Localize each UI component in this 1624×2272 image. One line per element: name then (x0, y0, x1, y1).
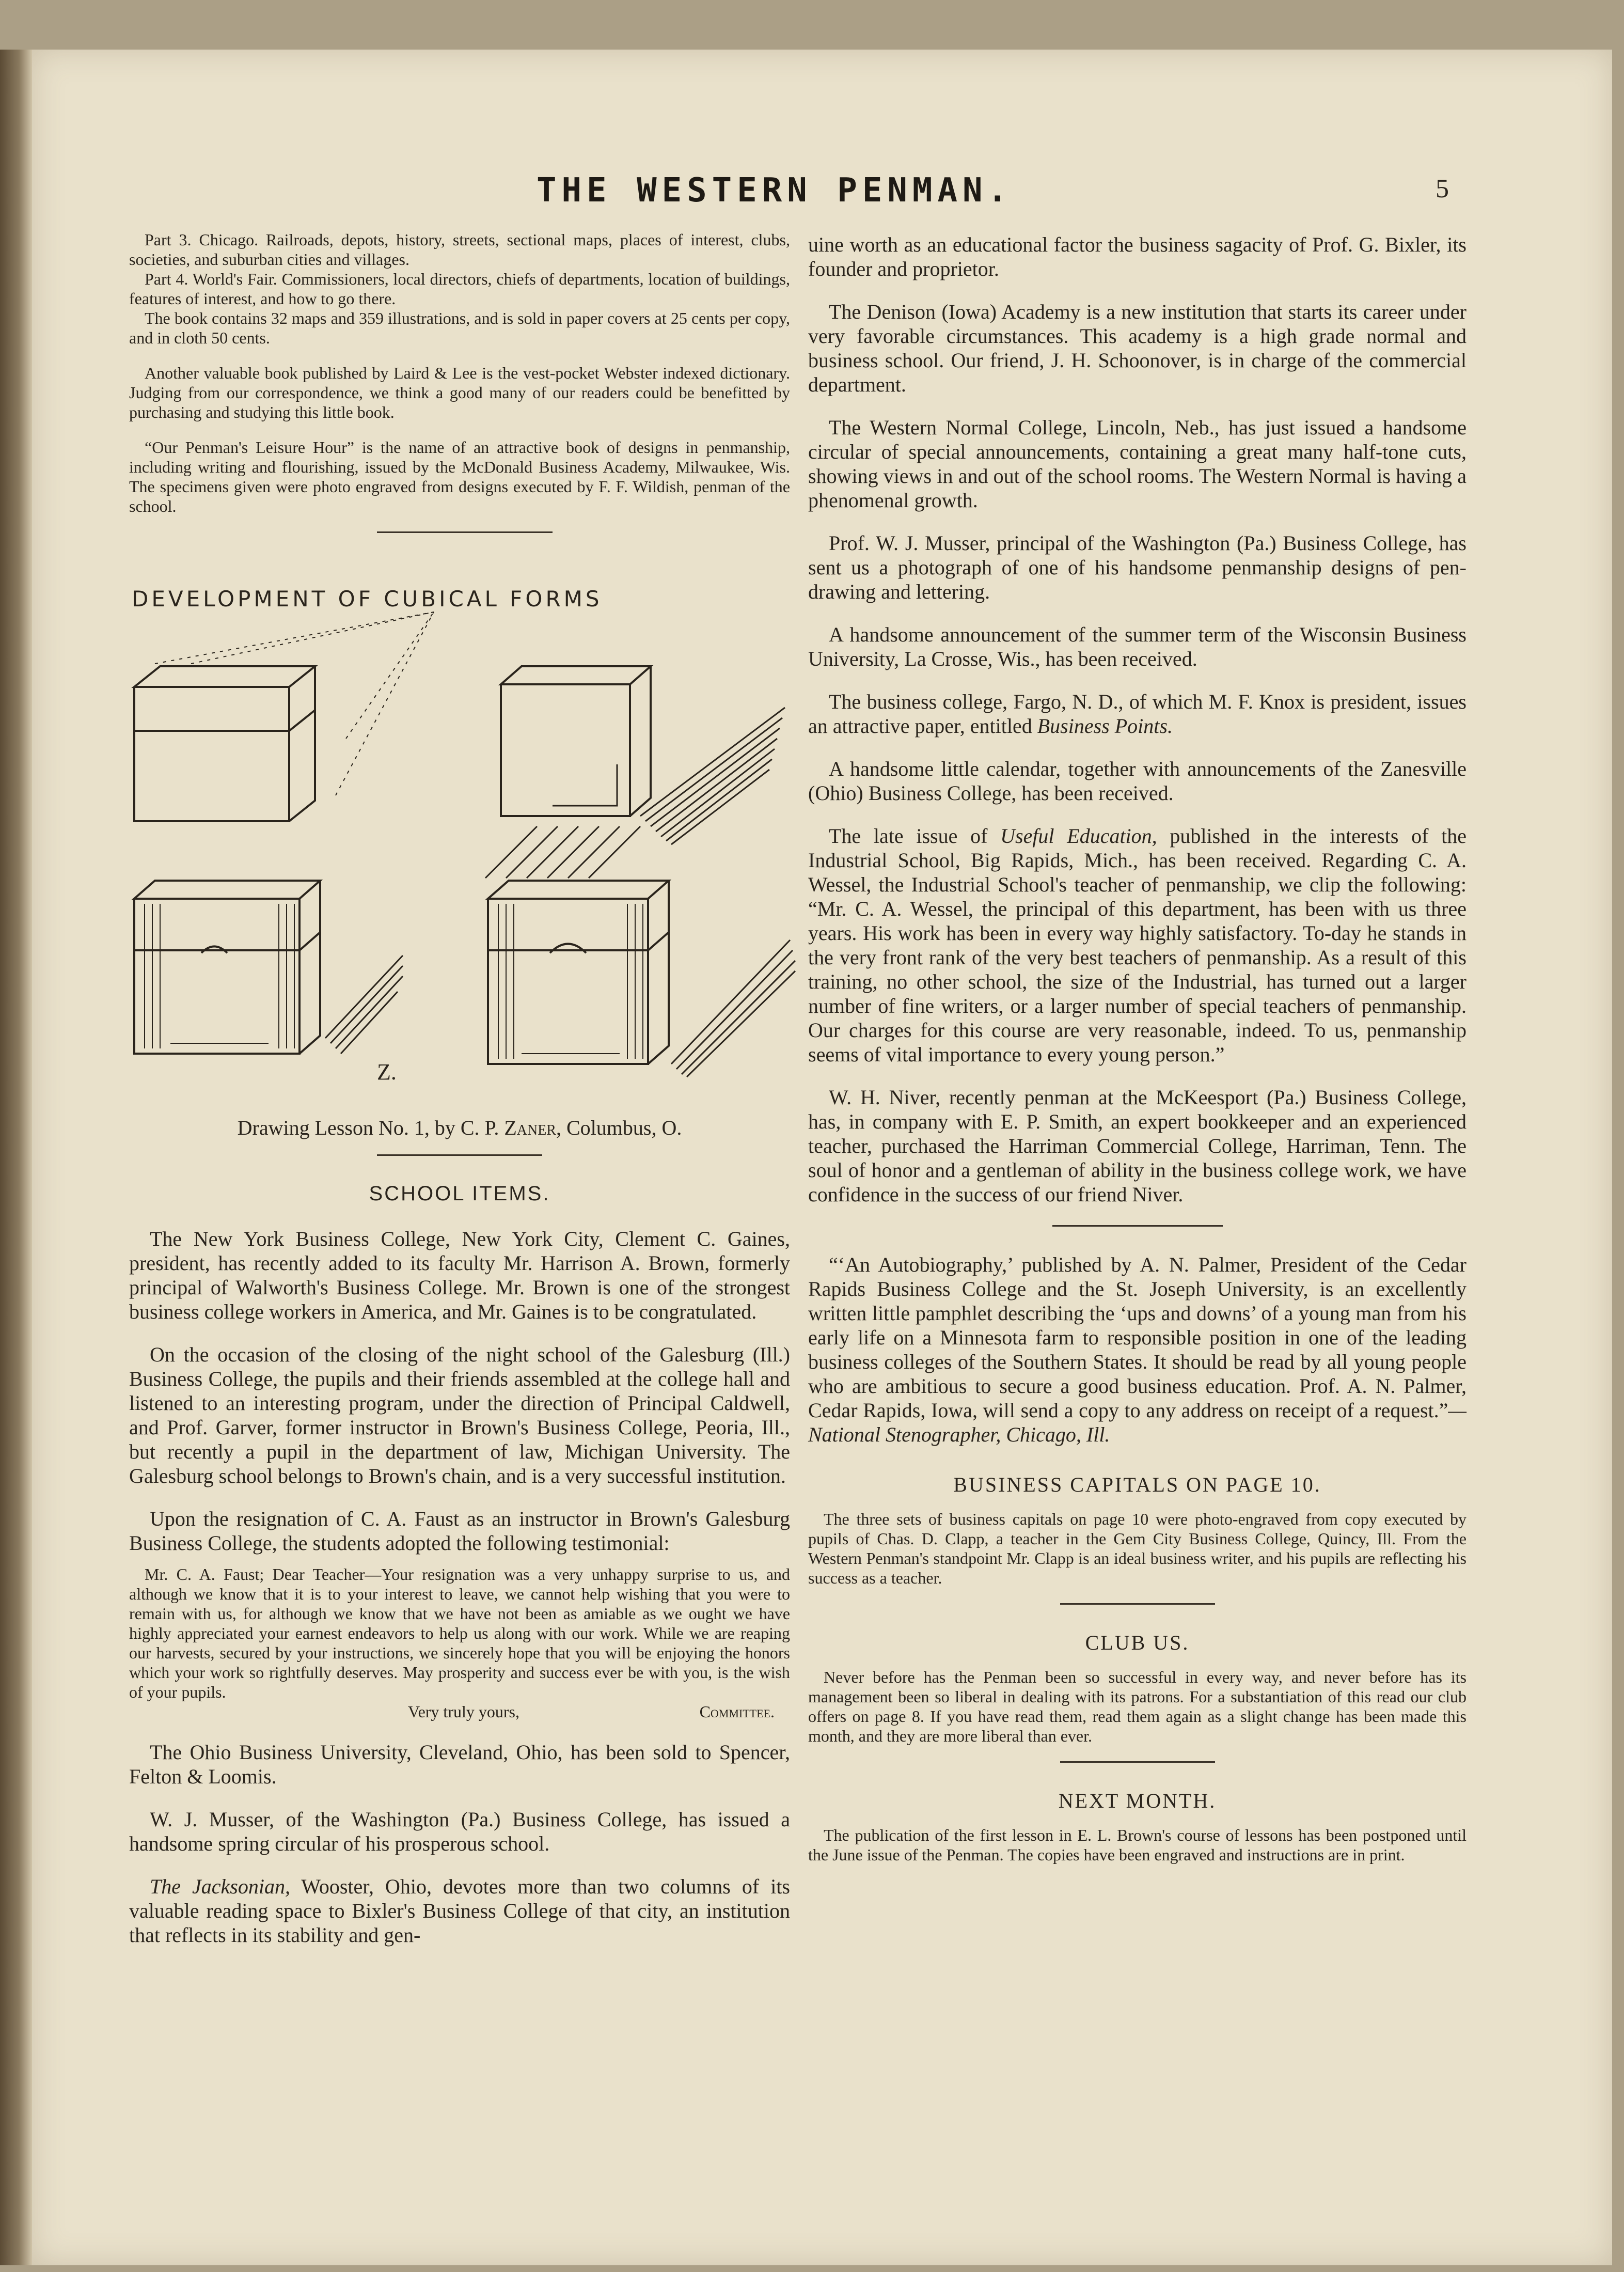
next-month-heading: NEXT MONTH. (1058, 1789, 1217, 1812)
left-top-column (129, 230, 790, 533)
paragraph: On the occasion of the closing of the night school of the Galesburg (Ill.) Business College, the pupils and their friends assembled at the college hall and listened to an interesting program, under the direction of Principal Caldwell, and Prof. Garver, former instructor in Brown's Business College, Peoria, Ill., but recently a pupil in the department of law, Michigan University. The Galesburg school belongs to Brown's chain, and is a very successful institution. (129, 1343, 790, 1487)
testimonial-letter (129, 1564, 790, 1721)
cubical-forms-drawing (124, 609, 806, 1116)
svg-text:Z.: Z. (377, 1059, 397, 1085)
letter-close: Very truly yours, (408, 1702, 519, 1721)
paragraph-text: published in the interests of the Industrial School, Big Rapids, Mich., has been received. Regarding C. A. Wessel, the Industrial School's teacher of penmanship, we clip the following: “Mr. C. A. Wessel, the principal of this department, has been with us three years. His work has been in every way highly satisfactory. To-day he stands in the very front rank of the very best teachers of penmanship. As a result of this training, no other school, the size of the Industrial, has turned out a larger number of fine writers, or a larger number of special teachers of penmanship. Our charges for this course are very reasonable, indeed. To us, penmanship seems of vital importance to every young person.” (808, 824, 1467, 1066)
paragraph (808, 824, 1467, 1067)
publication-title: Useful Education, (1000, 824, 1157, 848)
paragraph: A handsome announcement of the summer term of the Wisconsin Business University, La Crosse, Wis., has been received. (808, 623, 1467, 670)
paragraph: Part 3. Chicago. Railroads, depots, history, streets, sectional maps, places of interest, clubs, societies, and suburban cities and villages. (129, 230, 790, 269)
right-column (808, 232, 1467, 1880)
paragraph: Upon the resignation of C. A. Faust as an instructor in Brown's Galesburg Business College, the students adopted the following testimonial: (129, 1507, 790, 1555)
drawing-caption (129, 1116, 790, 1140)
paragraph: The publication of the first lesson in E. L. Brown's course of lessons has been postponed until the June issue of the Penman. The copies have been engraved and instructions are in print. (808, 1826, 1467, 1864)
caption-prefix: Drawing Lesson No. 1, by C. P. (237, 1116, 499, 1139)
paragraph: uine worth as an educational factor the business sagacity of Prof. G. Bixler, its founder and proprietor. (808, 233, 1467, 280)
caption-name: Zaner (504, 1116, 556, 1139)
school-items-column (129, 1154, 790, 1966)
divider (1052, 1225, 1223, 1227)
club-us-section (808, 1667, 1467, 1746)
page-header-title: THE WESTERN PENMAN. (536, 171, 1013, 210)
divider (377, 531, 553, 533)
letter-text: Mr. C. A. Faust; Dear Teacher—Your resignation was a very unhappy surprise to us, and although we know that it is to your interest to leave, we cannot help wishing that you were to remain with us, for although we know that we have not been as amiable as we ought we have highly appreciated your earnest endeavors to help us along with our work. While we are reaping our harvests, secured by your instructions, we sincerely hope that you will be enjoying the honors which your work so rightfully deserves. May prosperity and success ever be with you, is the wish of your pupils. (129, 1565, 790, 1701)
paragraph: W. J. Musser, of the Washington (Pa.) Business College, has issued a handsome spring circular of his prosperous school. (129, 1808, 790, 1855)
paragraph: The New York Business College, New York City, Clement C. Gaines, president, has recently added to its faculty Mr. Harrison A. Brown, formerly principal of Walworth's Business College. Mr. Brown is one of the strongest business college workers in America, and Mr. Gaines is to be congratulated. (129, 1227, 790, 1323)
paragraph: The Western Normal College, Lincoln, Neb., has just issued a handsome circular of special announcements, containing a great many half-tone cuts, showing views in and out of the school rooms. The Western Normal is having a phenomenal growth. (808, 416, 1467, 512)
paragraph: A handsome little calendar, together with announcements of the Zanesville (Ohio) Business College, has been received. (808, 757, 1467, 805)
book-binding (0, 50, 32, 2265)
club-us-heading: CLUB US. (1085, 1631, 1190, 1654)
paragraph: Prof. W. J. Musser, principal of the Washington (Pa.) Business College, has sent us a photograph of one of his handsome penmanship designs of pen-drawing and lettering. (808, 531, 1467, 603)
publication-title: The Jacksonian, (150, 1875, 290, 1898)
paragraph: The book contains 32 maps and 359 illustrations, and is sold in paper covers at 25 cents per copy, and in cloth 50 cents. (129, 309, 790, 347)
paragraph: Part 4. World's Fair. Commissioners, local directors, chiefs of departments, location of buildings, features of interest, and how to go there. (129, 270, 790, 308)
paragraph-text: Wooster, Ohio, devotes more than two columns of its valuable reading space to Bixler's Business College of that city, an institution that reflects in its stability and gen- (129, 1875, 790, 1947)
page-number: 5 (1436, 174, 1449, 203)
paragraph: The three sets of business capitals on page 10 were photo-engraved from copy executed by pupils of Chas. D. Clapp, a teacher in the Gem City Business College, Quincy, Ill. From the Western Penman's standpoint Mr. Clapp is an ideal business writer, and his pupils are reflecting his success as a teacher. (808, 1510, 1467, 1587)
divider (1060, 1761, 1215, 1763)
business-capitals-heading: BUSINESS CAPITALS ON PAGE 10. (953, 1473, 1321, 1496)
paragraph (808, 1252, 1467, 1447)
divider (377, 1154, 542, 1156)
paragraph: The Ohio Business University, Cleveland, Ohio, has been sold to Spencer, Felton & Loomis. (129, 1741, 790, 1788)
paragraph-text: The late issue of (829, 824, 988, 848)
school-items-heading: SCHOOL ITEMS. (369, 1182, 550, 1205)
publication-title: Business Points. (1037, 714, 1173, 738)
paragraph: The Denison (Iowa) Academy is a new institution that starts its career under very favorable circumstances. This academy is a high grade normal and business school. Our friend, J. H. Schoonover, is in charge of the commercial department. (808, 300, 1467, 396)
quote-source: —National Stenographer, Chicago, Ill. (808, 1399, 1467, 1446)
paragraph: Another valuable book published by Laird & Lee is the vest-pocket Webster indexed dictionary. Judging from our correspondence, we think a good many of our readers could be benefitted by purchasing and studying this little book. (129, 364, 790, 421)
caption-suffix: , Columbus, O. (556, 1116, 682, 1139)
business-capitals-section (808, 1509, 1467, 1588)
paragraph-text: The business college, Fargo, N. D., of which M. F. Knox is president, issues an attractive paper, entitled (808, 690, 1467, 738)
paragraph: Never before has the Penman been so successful in every way, and never before has its management been so liberal in dealing with its patrons. For a substantiation of this read our club offers on page 8. If you have read them, read them again as a slight change has been made this month, and they are more liberal than ever. (808, 1668, 1467, 1745)
divider (1060, 1603, 1215, 1605)
letter-sign: Committee. (699, 1702, 775, 1721)
drawing-title: DEVELOPMENT OF CUBICAL FORMS (132, 586, 603, 612)
paragraph-text: “‘An Autobiography,’ published by A. N. Palmer, President of the Cedar Rapids Business College and the St. Joseph University, is an excellently written little pamphlet describing the ‘ups and downs’ of a young man from his early life on a Minnesota farm to responsible position in one of the leading business colleges of the Southern States. It should be read by all young people who are ambitious to secure a good business education. Prof. A. N. Palmer, Cedar Rapids, Iowa, will send a copy to any address on receipt of a request.” (808, 1253, 1467, 1422)
paragraph (129, 1874, 790, 1947)
next-month-section (808, 1825, 1467, 1864)
paragraph: “Our Penman's Leisure Hour” is the name of an attractive book of designs in penmanship, including writing and flourishing, issued by the McDonald Business Academy, Milwaukee, Wis. The specimens given were photo engraved from designs executed by F. F. Wildish, penman of the school. (129, 438, 790, 515)
paragraph (808, 690, 1467, 738)
letter-signature (129, 1702, 790, 1721)
paragraph: W. H. Niver, recently penman at the McKeesport (Pa.) Business College, has, in company with E. P. Smith, an expert bookkeeper and an experienced teacher, purchased the Harriman Commercial College, Harriman, Tenn. The soul of honor and a gentleman of ability in the business college work, we have confidence in the success of our friend Niver. (808, 1086, 1467, 1206)
